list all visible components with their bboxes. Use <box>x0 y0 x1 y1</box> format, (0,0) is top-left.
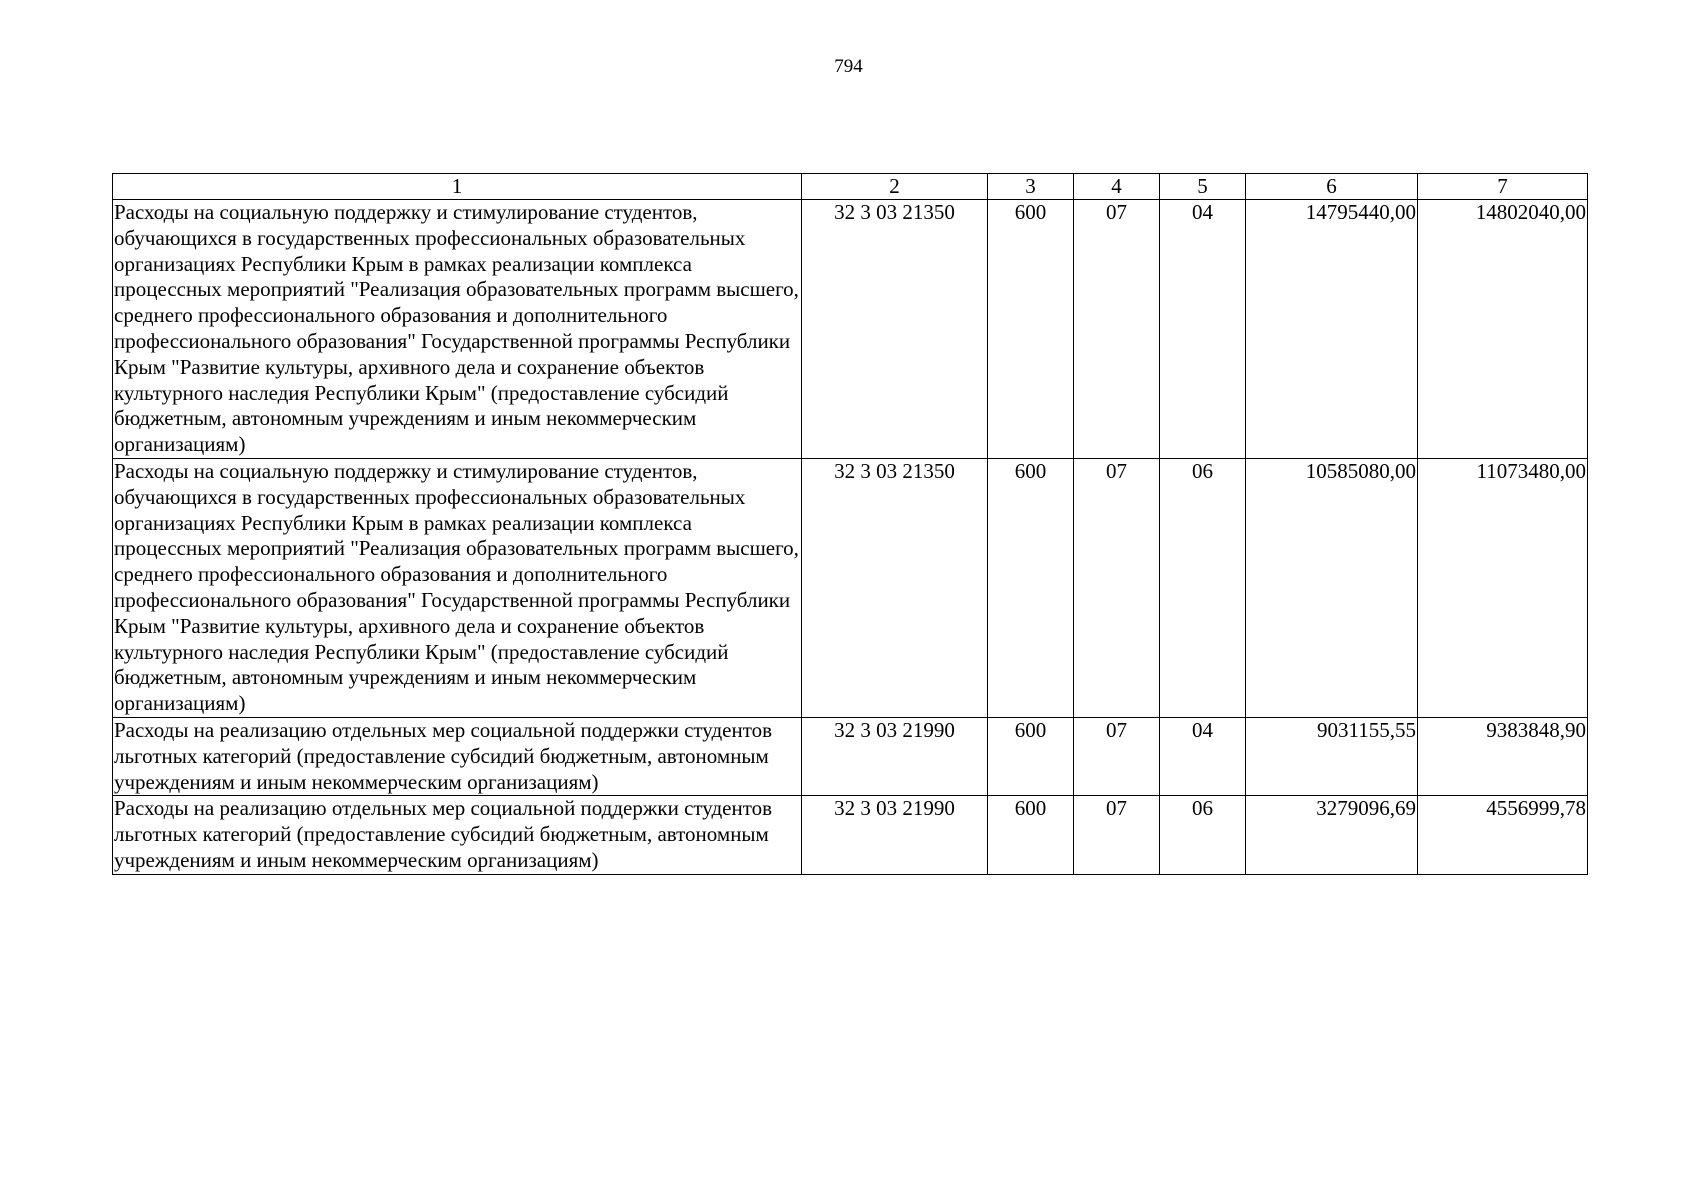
row-target-code: 32 3 03 21350 <box>802 458 988 717</box>
table-row <box>113 458 1588 717</box>
header-row <box>113 174 1588 200</box>
row-amount-col6: 3279096,69 <box>1246 796 1418 874</box>
column-header-2: 2 <box>802 174 988 200</box>
row-col5: 06 <box>1160 458 1246 717</box>
column-header-5: 5 <box>1160 174 1246 200</box>
page-number: 794 <box>834 56 863 77</box>
row-target-code: 32 3 03 21990 <box>802 717 988 795</box>
column-header-3: 3 <box>988 174 1074 200</box>
row-col5: 06 <box>1160 796 1246 874</box>
table-row <box>113 796 1588 874</box>
row-target-code: 32 3 03 21990 <box>802 796 988 874</box>
column-header-6: 6 <box>1246 174 1418 200</box>
column-header-4: 4 <box>1074 174 1160 200</box>
row-description: Расходы на реализацию отдельных мер социальной поддержки студентов льготных категорий (предоставление субсидий бюджетным, автономным учреждениям и иным некоммерческим организациям) <box>113 717 802 795</box>
row-amount-col7: 4556999,78 <box>1418 796 1588 874</box>
row-description: Расходы на социальную поддержку и стимулирование студентов, обучающихся в государственных профессиональных образовательных организациях Республики Крым в рамках реализации комплекса процессных мероприятий "Реализация образовательных программ высшего, среднего профессионального образования и дополнительного профессионального образования" Государственной программы Республики Крым "Развитие культуры, архивного дела и сохранение объектов культурного наследия Республики Крым" (предоставление субсидий бюджетным, автономным учреждениям и иным некоммерческим организациям) <box>113 200 802 459</box>
row-col4: 07 <box>1074 200 1160 459</box>
row-amount-col7: 9383848,90 <box>1418 717 1588 795</box>
row-amount-col7: 11073480,00 <box>1418 458 1588 717</box>
row-target-code: 32 3 03 21350 <box>802 200 988 459</box>
table-body <box>113 200 1588 875</box>
row-amount-col6: 9031155,55 <box>1246 717 1418 795</box>
row-col4: 07 <box>1074 717 1160 795</box>
row-col5: 04 <box>1160 200 1246 459</box>
row-col5: 04 <box>1160 717 1246 795</box>
row-description: Расходы на социальную поддержку и стимулирование студентов, обучающихся в государственных профессиональных образовательных организациях Республики Крым в рамках реализации комплекса процессных мероприятий "Реализация образовательных программ высшего, среднего профессионального образования и дополнительного профессионального образования" Государственной программы Республики Крым "Развитие культуры, архивного дела и сохранение объектов культурного наследия Республики Крым" (предоставление субсидий бюджетным, автономным учреждениям и иным некоммерческим организациям) <box>113 458 802 717</box>
row-col4: 07 <box>1074 458 1160 717</box>
row-amount-col6: 10585080,00 <box>1246 458 1418 717</box>
row-description: Расходы на реализацию отдельных мер социальной поддержки студентов льготных категорий (предоставление субсидий бюджетным, автономным учреждениям и иным некоммерческим организациям) <box>113 796 802 874</box>
table-header <box>113 174 1588 200</box>
column-header-7: 7 <box>1418 174 1588 200</box>
row-amount-col7: 14802040,00 <box>1418 200 1588 459</box>
row-col3: 600 <box>988 458 1074 717</box>
row-col3: 600 <box>988 796 1074 874</box>
column-header-1: 1 <box>113 174 802 200</box>
row-col3: 600 <box>988 717 1074 795</box>
budget-table <box>112 173 1588 875</box>
table-row <box>113 717 1588 795</box>
row-amount-col6: 14795440,00 <box>1246 200 1418 459</box>
row-col3: 600 <box>988 200 1074 459</box>
row-col4: 07 <box>1074 796 1160 874</box>
table-row <box>113 200 1588 459</box>
